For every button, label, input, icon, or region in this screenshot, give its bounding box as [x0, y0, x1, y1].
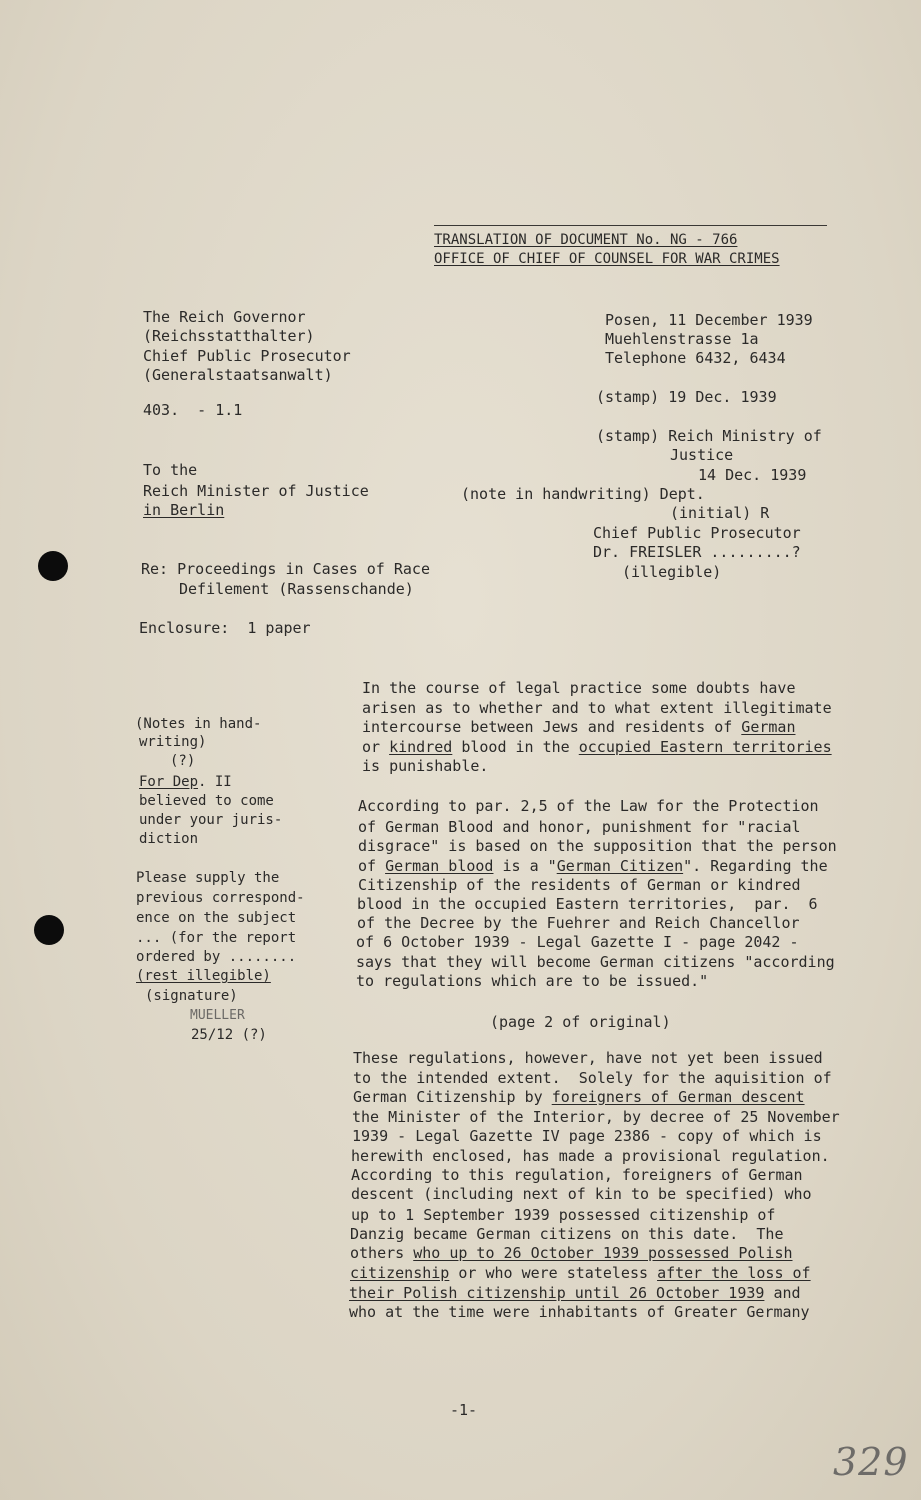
- paragraph-line: their Polish citizenship until 26 October 1939 and: [349, 1284, 801, 1302]
- paragraph-line: disgrace" is based on the supposition that the person: [358, 837, 837, 855]
- punch-hole-bottom: [34, 915, 64, 945]
- addressee-line-2: Reich Minister of Justice: [143, 482, 369, 500]
- paragraph-line: Citizenship of the residents of German or kindred: [358, 876, 801, 894]
- place-date: Posen, 11 December 1939: [605, 311, 813, 329]
- paragraph-line: According to par. 2,5 of the Law for the Protection: [358, 797, 819, 815]
- margin-note-line: (rest illegible): [136, 968, 271, 984]
- margin-note-line: (?): [170, 753, 196, 769]
- margin-note-signature: (signature): [145, 988, 238, 1004]
- subject-line-2: Defilement (Rassenschande): [179, 580, 414, 598]
- paragraph-line: up to 1 September 1939 possessed citizenship of: [351, 1206, 776, 1224]
- paragraph-line: of German Blood and honor, punishment for "racial: [358, 818, 801, 836]
- translation-heading: TRANSLATION OF DOCUMENT No. NG - 766: [434, 232, 738, 248]
- paragraph-line: who at the time were inhabitants of Greater Germany: [349, 1303, 810, 1321]
- margin-note-line: For Dep. II: [139, 774, 232, 790]
- paragraph-line: According to this regulation, foreigners of German: [351, 1166, 803, 1184]
- margin-note-line: diction: [139, 831, 199, 847]
- margin-note-line: Please supply the: [136, 870, 280, 886]
- office-heading: OFFICE OF CHIEF OF COUNSEL FOR WAR CRIMES: [434, 251, 780, 267]
- margin-note-line: ... (for the report: [136, 930, 297, 946]
- paragraph-line: citizenship or who were stateless after the loss of: [350, 1264, 811, 1282]
- margin-note-line: writing): [139, 734, 207, 750]
- subject-line-1: Re: Proceedings in Cases of Race: [141, 560, 430, 578]
- paragraph-line: says that they will become German citizens "according: [356, 953, 835, 971]
- paragraph-line: blood in the occupied Eastern territories, par. 6: [357, 895, 818, 913]
- paragraph-line: Danzig became German citizens on this date. The: [350, 1225, 784, 1243]
- sender-line-3: Chief Public Prosecutor: [143, 347, 351, 365]
- margin-note-signer: MUELLER: [190, 1008, 245, 1023]
- handwriting-note-line-1: (note in handwriting) Dept.: [461, 485, 705, 503]
- paragraph-line: In the course of legal practice some doubts have: [362, 679, 796, 697]
- handwriting-note-illegible: (illegible): [622, 563, 722, 581]
- paragraph-line: German Citizenship by foreigners of German descent: [353, 1088, 805, 1106]
- paragraph-line: is punishable.: [362, 757, 489, 775]
- paragraph-line: of 6 October 1939 - Legal Gazette I - page 2042 -: [356, 933, 799, 951]
- paragraph-line: or kindred blood in the occupied Eastern territories: [362, 738, 832, 756]
- margin-note-line: (Notes in hand-: [135, 716, 262, 732]
- paragraph-line: to regulations which are to be issued.": [356, 972, 709, 990]
- stamp-ministry-line-2: Justice: [670, 446, 734, 464]
- paragraph-line: of German blood is a "German Citizen". Regarding the: [358, 857, 828, 875]
- margin-note-line: ence on the subject: [136, 910, 297, 926]
- stamp-received: (stamp) 19 Dec. 1939: [596, 388, 777, 406]
- sender-line-4: (Generalstaatsanwalt): [143, 366, 333, 384]
- street-address: Muehlenstrasse 1a: [605, 330, 759, 348]
- sender-line-1: The Reich Governor: [143, 308, 306, 326]
- paragraph-line: arisen as to whether and to what extent illegitimate: [362, 699, 832, 717]
- stamp-ministry-line-1: (stamp) Reich Ministry of: [596, 427, 822, 445]
- paragraph-line: intercourse between Jews and residents of German: [362, 718, 796, 736]
- margin-note-date: 25/12 (?): [191, 1027, 267, 1043]
- enclosure: Enclosure: 1 paper: [139, 619, 311, 637]
- stamp-ministry-date: 14 Dec. 1939: [698, 466, 807, 484]
- paragraph-line: of the Decree by the Fuehrer and Reich Chancellor: [357, 914, 800, 932]
- margin-note-line: believed to come: [139, 793, 274, 809]
- punch-hole-top: [38, 551, 68, 581]
- addressee-line-3: in Berlin: [143, 501, 225, 519]
- margin-note-line: ordered by ........: [136, 949, 297, 965]
- sender-line-2: (Reichsstatthalter): [143, 327, 315, 345]
- paragraph-line: descent (including next of kin to be specified) who: [351, 1185, 812, 1203]
- margin-note-line: previous correspond-: [136, 890, 305, 906]
- reference-number: 403. - 1.1: [143, 401, 243, 419]
- margin-note-line: under your juris-: [139, 812, 283, 828]
- paragraph-line: These regulations, however, have not yet been issued: [353, 1049, 823, 1067]
- addressee-line-1: To the: [143, 461, 198, 479]
- archive-number: 329: [833, 1440, 909, 1484]
- header-rule: [434, 225, 827, 226]
- paragraph-line: others who up to 26 October 1939 possessed Polish: [350, 1244, 793, 1262]
- paragraph-line: to the intended extent. Solely for the aquisition of: [353, 1069, 832, 1087]
- paragraph-line: herewith enclosed, has made a provisional regulation.: [351, 1147, 830, 1165]
- telephone: Telephone 6432, 6434: [605, 349, 786, 367]
- paragraph-line: 1939 - Legal Gazette IV page 2386 - copy of which is: [352, 1127, 822, 1145]
- handwriting-initial: (initial) R: [670, 504, 770, 522]
- paragraph-line: the Minister of the Interior, by decree of 25 November: [352, 1108, 840, 1126]
- handwriting-note-line-3: Chief Public Prosecutor: [593, 524, 801, 542]
- page-number: -1-: [450, 1401, 478, 1419]
- original-page-reference: (page 2 of original): [490, 1013, 671, 1031]
- handwriting-note-line-4: Dr. FREISLER .........?: [593, 543, 801, 561]
